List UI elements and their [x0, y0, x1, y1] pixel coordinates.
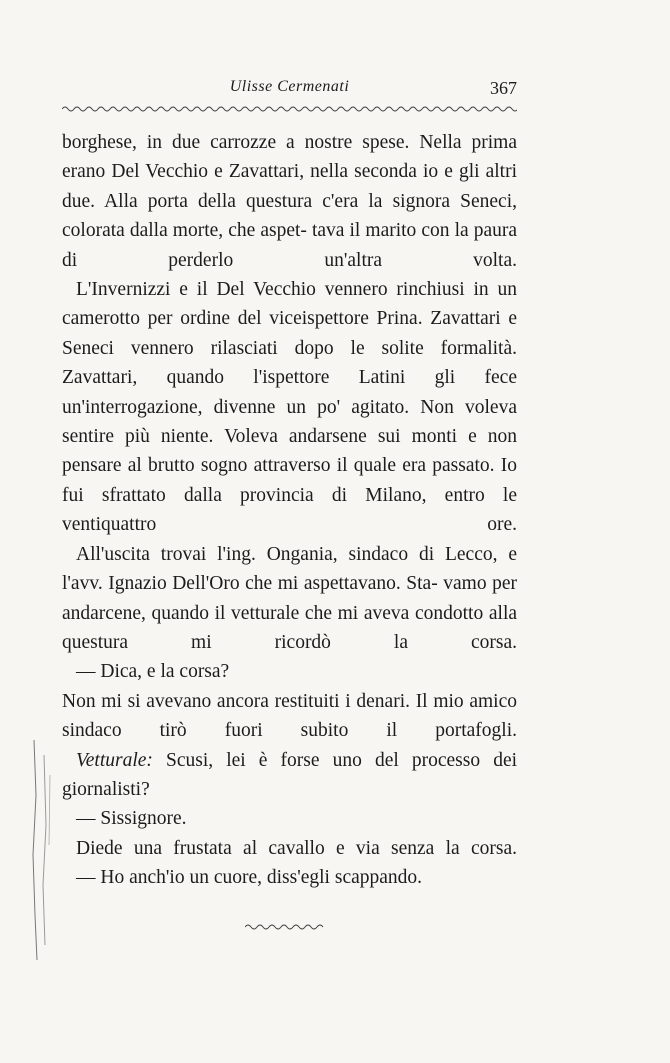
paragraph: borghese, in due carrozze a nostre spese. Nella prima erano Del Vecchio e Zavattari, nella seconda io e gli altri due. Alla porta della questura c'era la signora Seneci, colorata dalla morte, che aspet- tava il marito con la paura di perderlo un'altra volta.: [62, 132, 518, 271]
paragraph: Diede una frustata al cavallo e via senza la corsa.: [76, 837, 517, 859]
paragraph: Non mi si avevano ancora restituiti i denari. Il mio amico sindaco tirò fuori subito il portafogli.: [62, 690, 517, 742]
running-title: Ulisse Cermenati: [229, 78, 350, 95]
speaker-label: Vetturale:: [76, 749, 153, 771]
running-head: [62, 78, 517, 104]
end-ornament: [245, 922, 325, 932]
body-text: [62, 128, 517, 893]
page-number: 367: [490, 78, 517, 98]
dialogue-line: Vetturale: Scusi, lei è forse uno del processo dei giornalisti?: [62, 749, 518, 800]
paragraph: All'uscita trovai l'ing. Ongania, sindaco di Lecco, e l'avv. Ignazio Dell'Oro che mi aspettavano. Sta- vamo per andarcene, quando il vetturale che mi aveva condotto alla questura mi ricordò la corsa.: [62, 543, 518, 653]
dialogue-line: — Ho anch'io un cuore, diss'egli scappando.: [76, 867, 423, 889]
dialogue-line: — Dica, e la corsa?: [76, 661, 230, 683]
dialogue-line: — Sissignore.: [76, 808, 187, 830]
margin-pencil-marks: [24, 735, 54, 965]
paragraph: L'Invernizzi e il Del Vecchio vennero rinchiusi in un camerotto per ordine del viceispettore Prina. Zavattari e Seneci vennero rilasciati dopo le solite formalità. Zavattari, quando l'ispettore Latini gli fece un'interrogazione, divenne un po' agitato. Non voleva sentire più niente. Voleva andarsene sui monti e non pensare al brutto sogno attraverso il quale era passato. Io fui sfrattato dalla provincia di Milano, entro le ventiquattro ore.: [62, 279, 518, 536]
header-ornamental-rule: [62, 104, 517, 114]
